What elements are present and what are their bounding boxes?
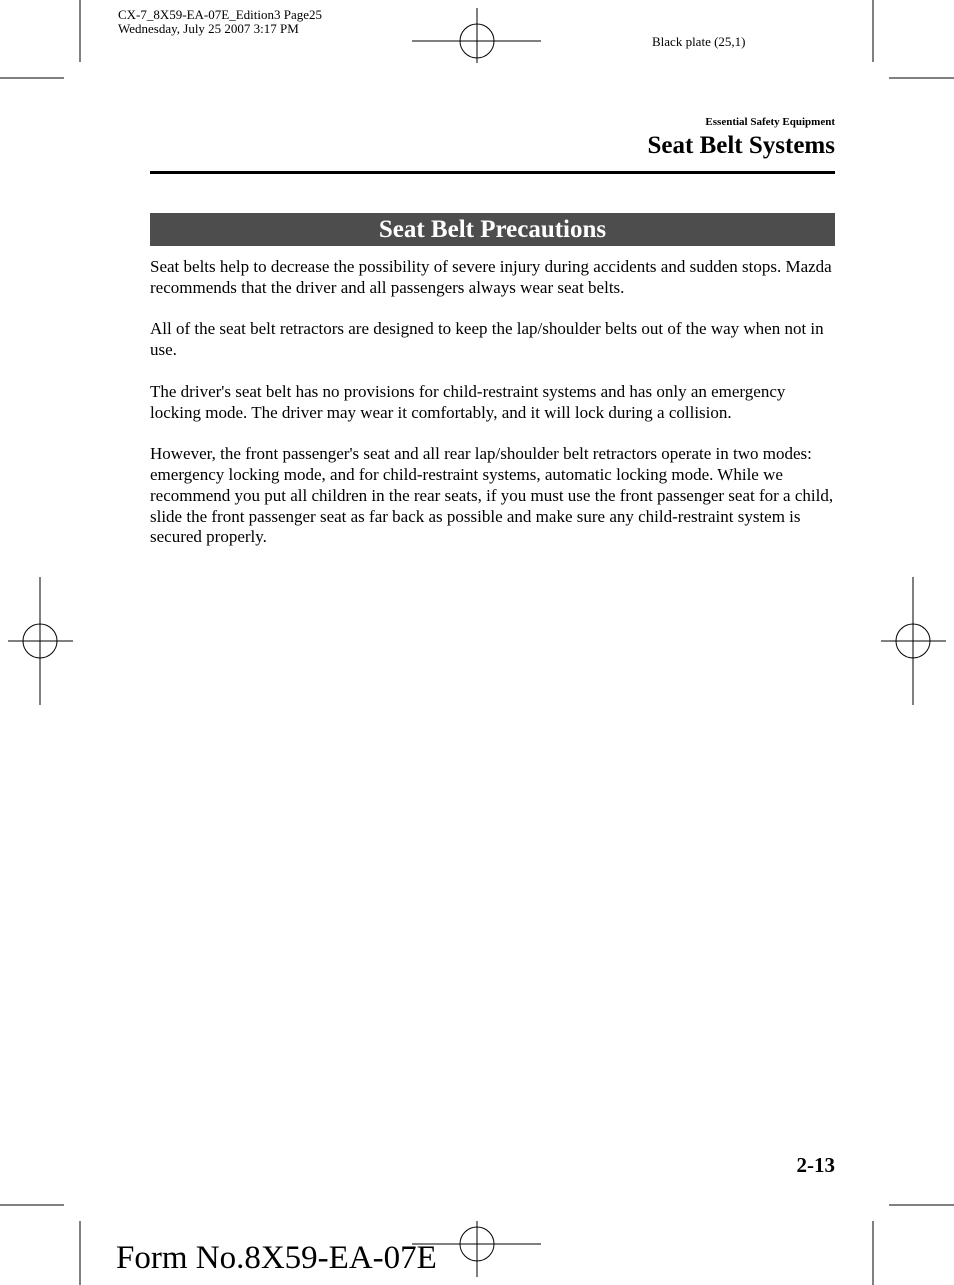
print-job-timestamp: Wednesday, July 25 2007 3:17 PM <box>118 21 299 36</box>
registration-mark-top-icon <box>412 8 541 63</box>
paragraph: Seat belts help to decrease the possibility of severe injury during accidents and sudden stops. Mazda recommends that the driver and all passengers always wear seat belts. <box>150 257 832 297</box>
form-number: Form No.8X59-EA-07E <box>116 1240 437 1276</box>
paragraph: However, the front passenger's seat and all rear lap/shoulder belt retractors operate in two modes: emergency locking mode, and for child-restraint systems, automatic locking mode. While we recommend you put all children in the rear seats, if you must use the front passenger seat for a child, slide the front passenger seat as far back as possible and make sure any child-restraint system is secured properly. <box>150 444 834 547</box>
registration-mark-left-icon <box>8 577 73 705</box>
section-label: Essential Safety Equipment <box>705 116 835 128</box>
title-rule <box>150 171 835 174</box>
print-job-info <box>118 8 322 36</box>
section-banner-title: Seat Belt Precautions <box>378 216 607 243</box>
section-banner <box>150 213 835 246</box>
paragraph: The driver's seat belt has no provisions for child-restraint systems and has only an emergency locking mode. The driver may wear it comfortably, and it will lock during a collision. <box>150 381 786 422</box>
registration-mark-right-icon <box>881 577 946 705</box>
page-number: 2-13 <box>796 1153 835 1177</box>
print-job-filename: CX-7_8X59-EA-07E_Edition3 Page25 <box>118 7 323 22</box>
body-text <box>150 257 840 569</box>
chapter-title: Seat Belt Systems <box>647 132 835 159</box>
paragraph: All of the seat belt retractors are designed to keep the lap/shoulder belts out of the way when not in use. <box>150 319 824 360</box>
plate-label: Black plate (25,1) <box>652 34 746 49</box>
